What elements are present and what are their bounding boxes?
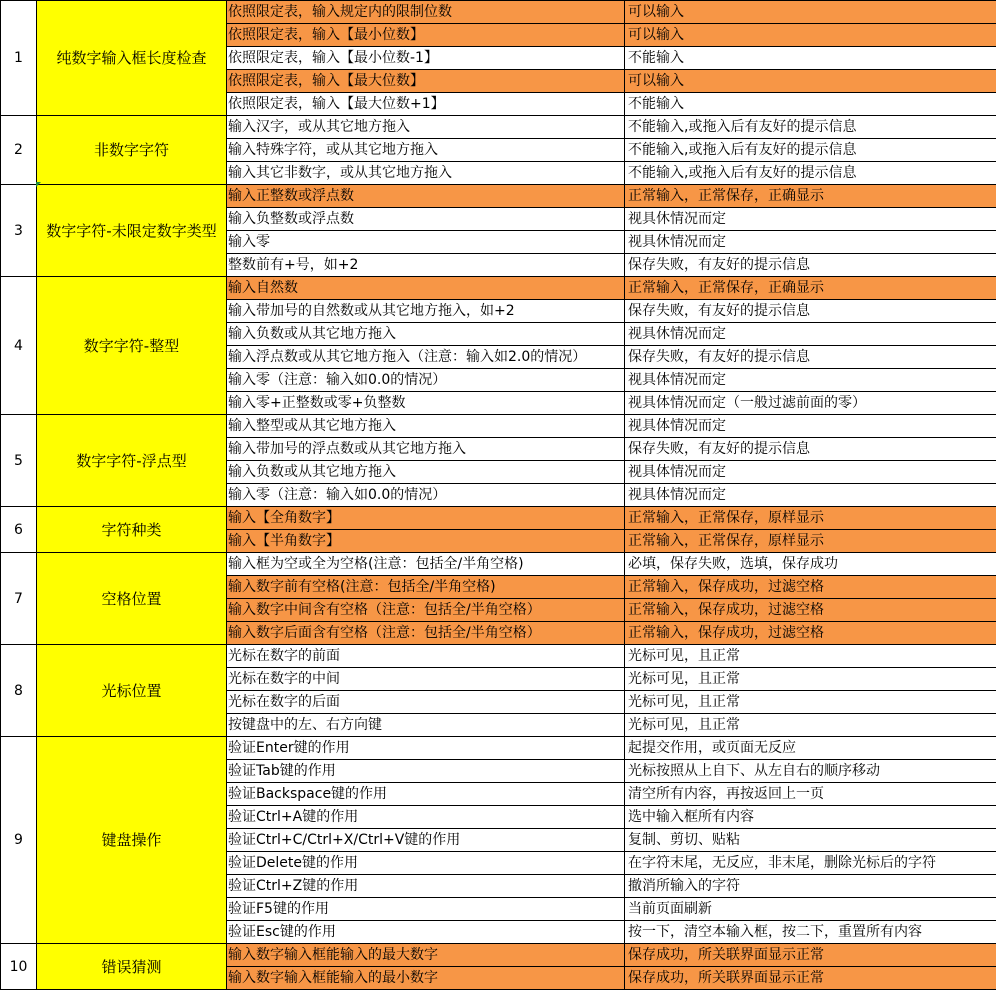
condition-cell[interactable]: 输入零（注意：输入如0.0的情况）: [227, 369, 625, 392]
group-number-cell[interactable]: 9: [1, 737, 37, 944]
condition-cell[interactable]: 输入数字输入框能输入的最大数字: [227, 944, 625, 967]
expected-result-cell[interactable]: 复制、剪切、贴粘: [625, 829, 996, 852]
category-cell[interactable]: 键盘操作: [37, 737, 227, 944]
condition-cell[interactable]: 输入自然数: [227, 277, 625, 300]
condition-cell[interactable]: 输入负数或从其它地方拖入: [227, 461, 625, 484]
table-row: [1, 944, 996, 967]
expected-result-cell[interactable]: 保存失败，有友好的提示信息: [625, 300, 996, 323]
group-number-cell[interactable]: 10: [1, 944, 37, 990]
condition-cell[interactable]: 验证Enter键的作用: [227, 737, 625, 760]
expected-result-cell[interactable]: 可以输入: [625, 70, 996, 93]
expected-result-cell[interactable]: 不能输入,或拖入后有友好的提示信息: [625, 162, 996, 185]
expected-result-cell[interactable]: 在字符末尾，无反应，非末尾，删除光标后的字符: [625, 852, 996, 875]
category-cell[interactable]: 数字字符-浮点型: [37, 415, 227, 507]
category-cell[interactable]: 数字字符-整型: [37, 277, 227, 415]
condition-cell[interactable]: 输入带加号的自然数或从其它地方拖入，如+2: [227, 300, 625, 323]
category-cell[interactable]: 字符种类: [37, 507, 227, 553]
expected-result-cell[interactable]: 视具休情况而定: [625, 231, 996, 254]
condition-cell[interactable]: 输入【全角数字】: [227, 507, 625, 530]
condition-cell[interactable]: 按键盘中的左、右方向键: [227, 714, 625, 737]
group-number-cell[interactable]: 4: [1, 277, 37, 415]
condition-cell[interactable]: 输入浮点数或从其它地方拖入（注意：输入如2.0的情况）: [227, 346, 625, 369]
condition-cell[interactable]: 输入汉字，或从其它地方拖入: [227, 116, 625, 139]
condition-cell[interactable]: 输入零（注意：输入如0.0的情况）: [227, 484, 625, 507]
table-row: [1, 277, 996, 300]
group-number-cell[interactable]: 2: [1, 116, 37, 185]
expected-result-cell[interactable]: 按一下，清空本输入框，按二下，重置所有内容: [625, 921, 996, 944]
condition-cell[interactable]: 输入数字后面含有空格（注意：包括全/半角空格）: [227, 622, 625, 645]
condition-cell[interactable]: 验证Ctrl+A键的作用: [227, 806, 625, 829]
group-number-cell[interactable]: 8: [1, 645, 37, 737]
table-row: [1, 1, 996, 24]
expected-result-cell[interactable]: 不能输入: [625, 93, 996, 116]
expected-result-cell[interactable]: 不能输入,或拖入后有友好的提示信息: [625, 139, 996, 162]
expected-result-cell[interactable]: 视具体情况而定（一般过滤前面的零）: [625, 392, 996, 415]
group-number-cell[interactable]: 1: [1, 1, 37, 116]
category-cell[interactable]: 空格位置: [37, 553, 227, 645]
expected-result-cell[interactable]: 正常输入，正常保存，正确显示: [625, 185, 996, 208]
expected-result-cell[interactable]: 不能输入,或拖入后有友好的提示信息: [625, 116, 996, 139]
condition-cell[interactable]: 光标在数字的后面: [227, 691, 625, 714]
expected-result-cell[interactable]: 撤消所输入的字符: [625, 875, 996, 898]
condition-cell[interactable]: 输入零: [227, 231, 625, 254]
condition-cell[interactable]: 验证Ctrl+Z键的作用: [227, 875, 625, 898]
condition-cell[interactable]: 验证Ctrl+C/Ctrl+X/Ctrl+V键的作用: [227, 829, 625, 852]
table-row: [1, 737, 996, 760]
expected-result-cell[interactable]: 正常输入，正常保存，正确显示: [625, 277, 996, 300]
expected-result-cell[interactable]: 光标可见，且正常: [625, 668, 996, 691]
table-row: [1, 645, 996, 668]
group-number-cell[interactable]: 6: [1, 507, 37, 553]
table-row: [1, 553, 996, 576]
expected-result-cell[interactable]: 正常输入，正常保存，原样显示: [625, 507, 996, 530]
expected-result-cell[interactable]: 光标按照从上自下、从左自右的顺序移动: [625, 760, 996, 783]
expected-result-cell[interactable]: 保存失败，有友好的提示信息: [625, 254, 996, 277]
expected-result-cell[interactable]: 正常输入，保存成功，过滤空格: [625, 576, 996, 599]
condition-cell[interactable]: 输入正整数或浮点数: [227, 185, 625, 208]
condition-cell[interactable]: 验证Delete键的作用: [227, 852, 625, 875]
condition-cell[interactable]: 输入带加号的浮点数或从其它地方拖入: [227, 438, 625, 461]
condition-cell[interactable]: 输入数字前有空格(注意：包括全/半角空格): [227, 576, 625, 599]
expected-result-cell[interactable]: 视具体情况而定: [625, 484, 996, 507]
condition-cell[interactable]: 整数前有+号，如+2: [227, 254, 625, 277]
group-number-cell[interactable]: 3: [1, 185, 37, 277]
expected-result-cell[interactable]: 视具体情况而定: [625, 415, 996, 438]
expected-result-cell[interactable]: 起提交作用，或页面无反应: [625, 737, 996, 760]
condition-cell[interactable]: 输入数字输入框能输入的最小数字: [227, 967, 625, 990]
expected-result-cell[interactable]: 视具休情况而定: [625, 208, 996, 231]
table-row: [1, 116, 996, 139]
expected-result-cell[interactable]: 当前页面刷新: [625, 898, 996, 921]
condition-cell[interactable]: 验证Esc键的作用: [227, 921, 625, 944]
condition-cell[interactable]: 输入其它非数字，或从其它地方拖入: [227, 162, 625, 185]
condition-cell[interactable]: 光标在数字的中间: [227, 668, 625, 691]
condition-cell[interactable]: 光标在数字的前面: [227, 645, 625, 668]
condition-cell[interactable]: 验证F5键的作用: [227, 898, 625, 921]
condition-cell[interactable]: 依照限定表，输入【最小位数-1】: [227, 47, 625, 70]
table-row: [1, 507, 996, 530]
condition-cell[interactable]: 输入数字中间含有空格（注意：包括全/半角空格）: [227, 599, 625, 622]
group-number-cell[interactable]: 7: [1, 553, 37, 645]
expected-result-cell[interactable]: 不能输入: [625, 47, 996, 70]
group-number-cell[interactable]: 5: [1, 415, 37, 507]
expected-result-cell[interactable]: 视具体情况而定: [625, 369, 996, 392]
category-cell[interactable]: 数字字符-未限定数字类型: [37, 185, 227, 277]
condition-cell[interactable]: 输入特殊字符，或从其它地方拖入: [227, 139, 625, 162]
expected-result-cell[interactable]: 保存失败，有友好的提示信息: [625, 346, 996, 369]
condition-cell[interactable]: 输入【半角数字】: [227, 530, 625, 553]
expected-result-cell[interactable]: 清空所有内容，再按返回上一页: [625, 783, 996, 806]
expected-result-cell[interactable]: 必填，保存失败，选填，保存成功: [625, 553, 996, 576]
expected-result-cell[interactable]: 可以输入: [625, 24, 996, 47]
expected-result-cell[interactable]: 保存成功，所关联界面显示正常: [625, 967, 996, 990]
condition-cell[interactable]: 验证Backspace键的作用: [227, 783, 625, 806]
condition-cell[interactable]: 输入负整数或浮点数: [227, 208, 625, 231]
condition-cell[interactable]: 依照限定表，输入【最大位数+1】: [227, 93, 625, 116]
condition-cell[interactable]: 验证Tab键的作用: [227, 760, 625, 783]
expected-result-cell[interactable]: 正常输入，保存成功，过滤空格: [625, 622, 996, 645]
condition-cell[interactable]: 输入框为空或全为空格(注意：包括全/半角空格): [227, 553, 625, 576]
category-cell[interactable]: 非数字字符: [37, 116, 227, 185]
category-cell[interactable]: 纯数字输入框长度检查: [37, 1, 227, 116]
expected-result-cell[interactable]: 光标可见，且正常: [625, 691, 996, 714]
expected-result-cell[interactable]: 保存失败，有友好的提示信息: [625, 438, 996, 461]
cell-comment-marker: [36, 182, 41, 187]
expected-result-cell[interactable]: 正常输入，正常保存，原样显示: [625, 530, 996, 553]
table-row: [1, 185, 996, 208]
expected-result-cell[interactable]: 保存成功，所关联界面显示正常: [625, 944, 996, 967]
expected-result-cell[interactable]: 光标可见，且正常: [625, 645, 996, 668]
expected-result-cell[interactable]: 正常输入，保存成功，过滤空格: [625, 599, 996, 622]
condition-cell[interactable]: 依照限定表，输入【最小位数】: [227, 24, 625, 47]
condition-cell[interactable]: 依照限定表，输入规定内的限制位数: [227, 1, 625, 24]
expected-result-cell[interactable]: 视具休情况而定: [625, 323, 996, 346]
condition-cell[interactable]: 输入零+正整数或零+负整数: [227, 392, 625, 415]
expected-result-cell[interactable]: 光标可见，且正常: [625, 714, 996, 737]
expected-result-cell[interactable]: 视具体情况而定: [625, 461, 996, 484]
expected-result-cell[interactable]: 选中输入框所有内容: [625, 806, 996, 829]
expected-result-cell[interactable]: 可以输入: [625, 1, 996, 24]
category-cell[interactable]: 错误猜测: [37, 944, 227, 990]
condition-cell[interactable]: 依照限定表，输入【最大位数】: [227, 70, 625, 93]
condition-cell[interactable]: 输入负数或从其它地方拖入: [227, 323, 625, 346]
category-cell[interactable]: 光标位置: [37, 645, 227, 737]
table-row: [1, 415, 996, 438]
condition-cell[interactable]: 输入整型或从其它地方拖入: [227, 415, 625, 438]
